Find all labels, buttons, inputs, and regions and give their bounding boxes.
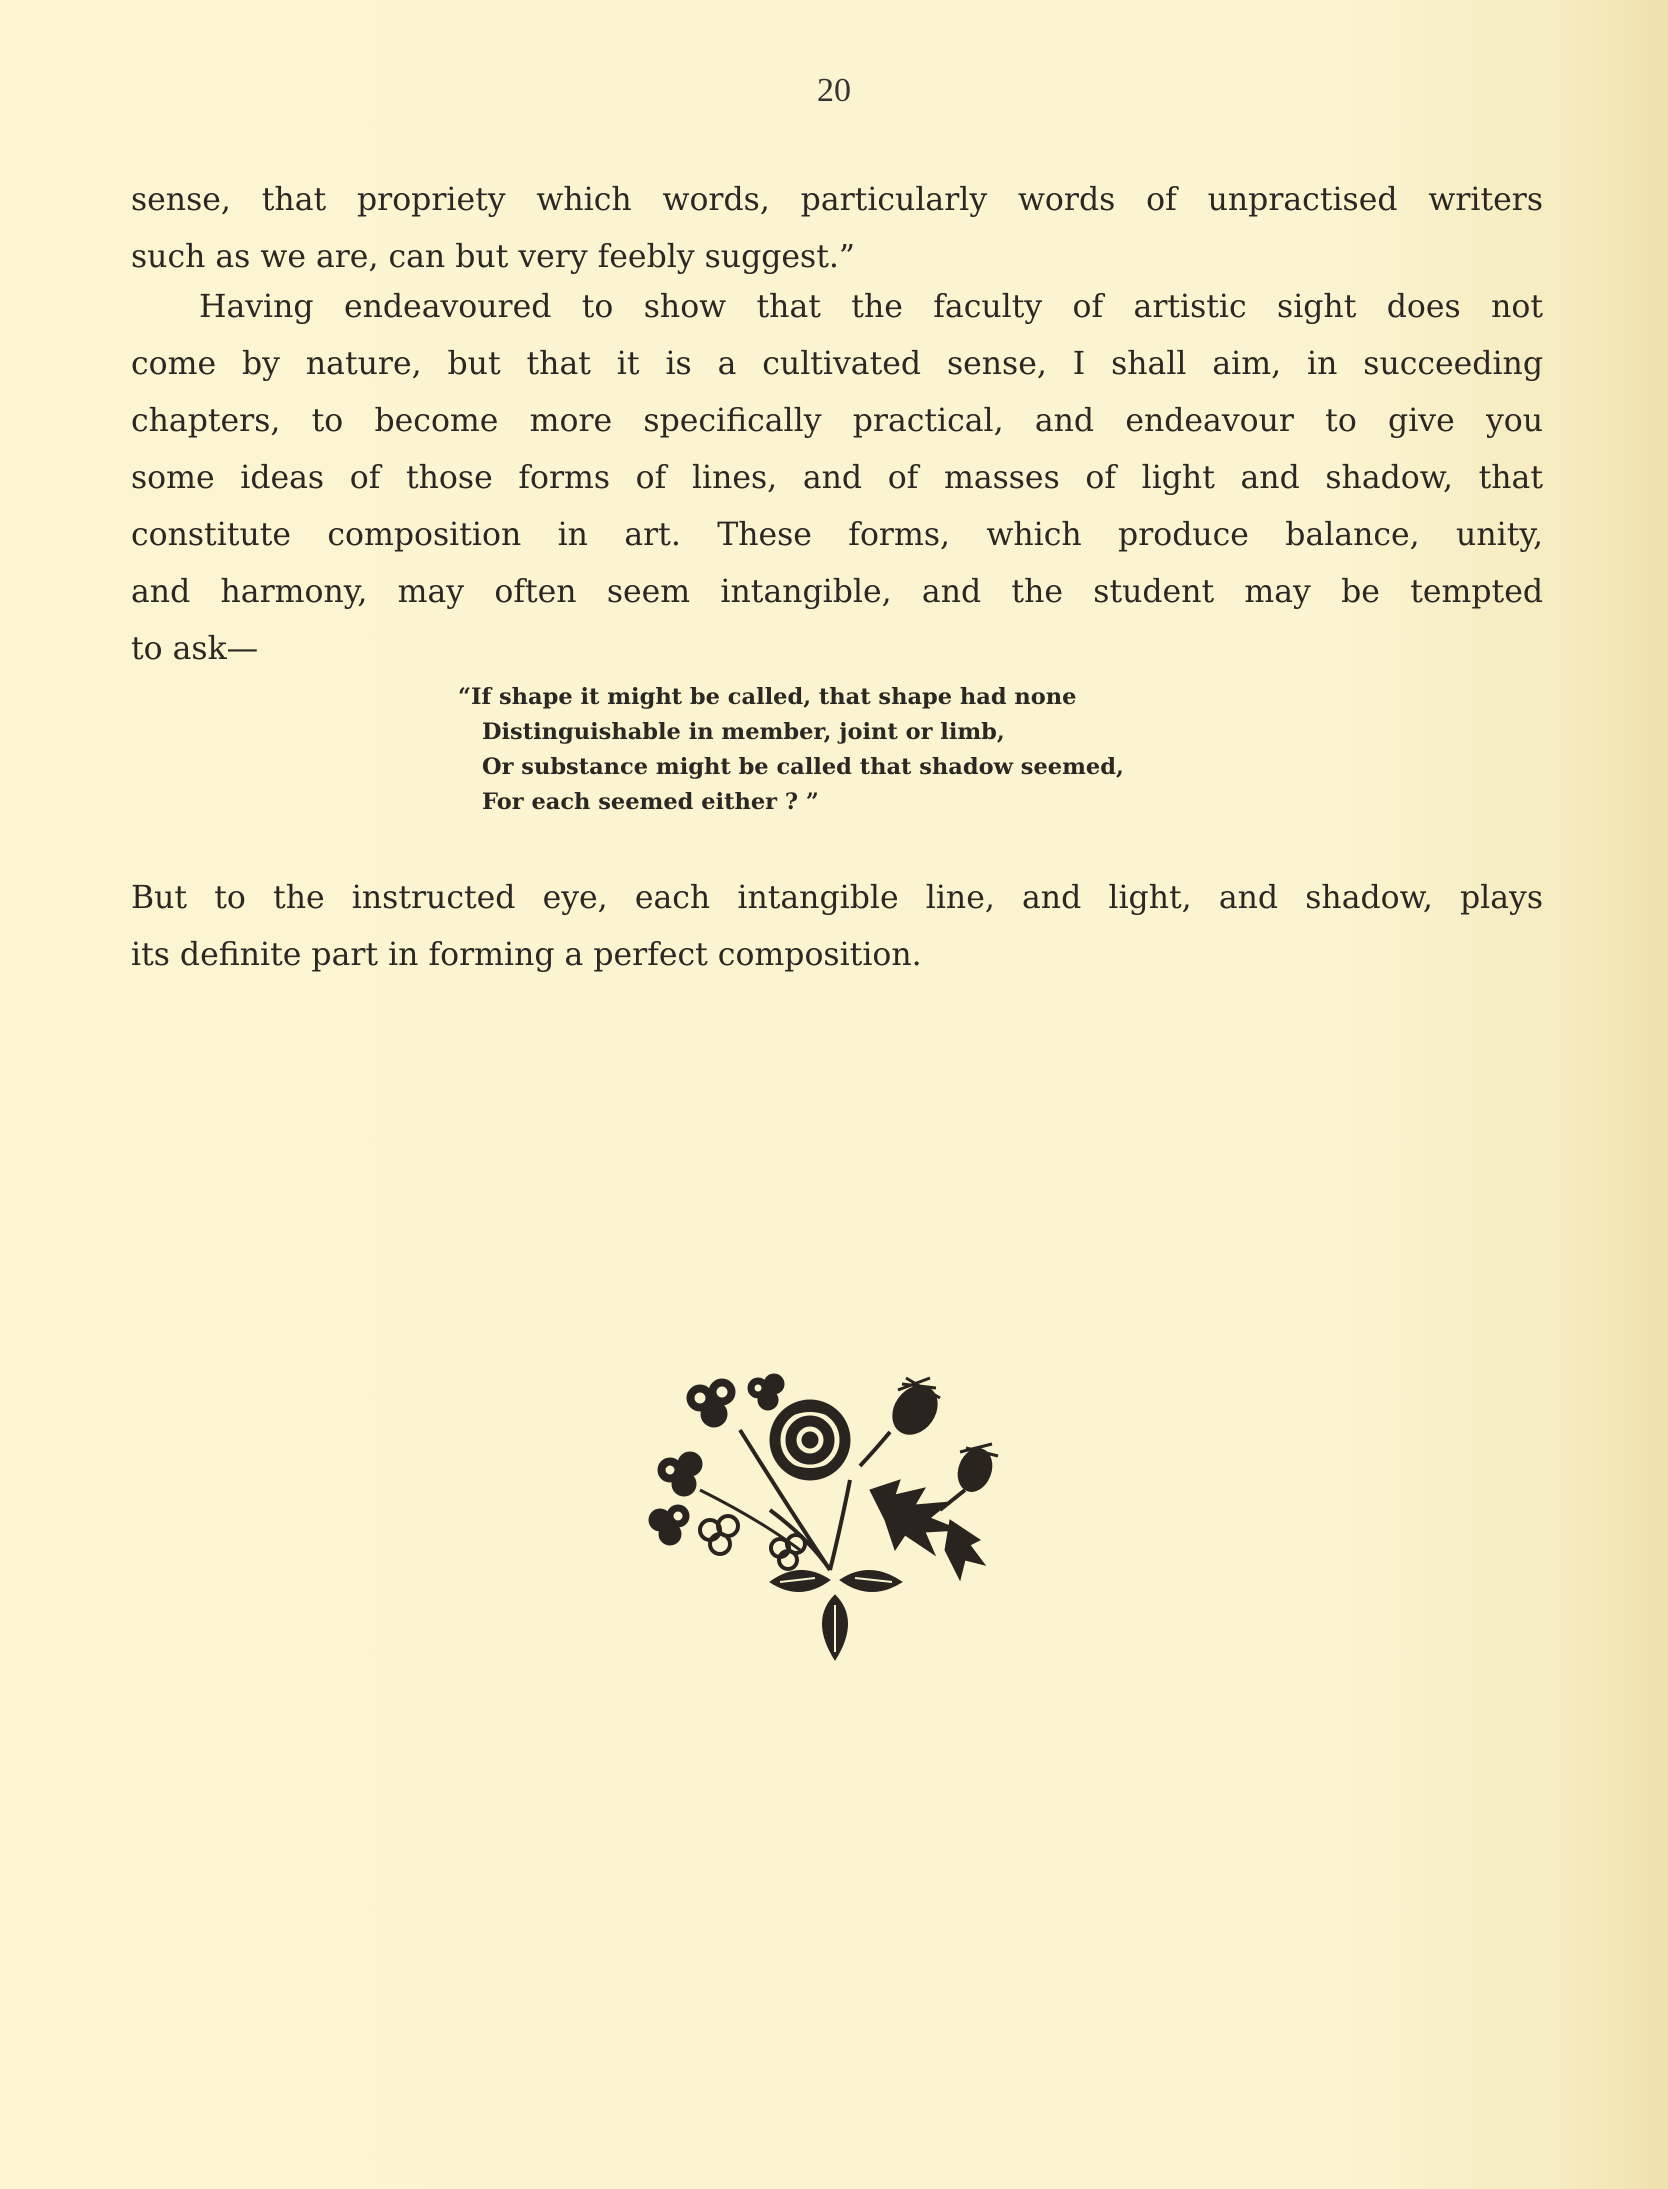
leaf-icon [770,1570,830,1591]
page-number: 20 [817,72,851,109]
paragraph-continuation [131,172,1543,286]
clover-icon [748,1374,784,1410]
rose-icon [770,1400,850,1480]
shamrock-icon [771,1535,805,1569]
paragraph-instructed-eye [131,870,1543,984]
paragraph-artistic-sight [131,279,1543,678]
thistle-leaf-icon [870,1480,985,1580]
poem-quotation [458,680,1124,820]
thistle-icon [940,1444,998,1510]
clover-icon [658,1452,702,1496]
leaf-icon [823,1595,848,1660]
shamrock-icon [700,1516,738,1554]
text-line: But to the instructed eye, each intangible line, and light, and shadow, plays [131,880,1543,916]
poem-verse: Or substance might be called that shadow seemed, [482,754,1124,780]
text-line: such as we are, can but very feebly suggest.” [131,239,855,275]
poem-verse: “If shape it might be called, that shape had none [458,684,1077,710]
text-line: come by nature, but that it is a cultivated sense, I shall aim, in succeeding [131,346,1543,382]
text-line: chapters, to become more specifically practical, and endeavour to give you [131,403,1543,439]
poem-verse: For each seemed either ? ” [482,789,819,815]
floral-tailpiece-icon [640,1370,1020,1670]
text-line: some ideas of those forms of lines, and of masses of light and shadow, that [131,460,1543,496]
poem-verse: Distinguishable in member, joint or limb, [482,719,1005,745]
thistle-icon [860,1377,946,1466]
text-line: to ask— [131,631,259,667]
clover-icon [649,1505,689,1545]
text-line: Having endeavoured to show that the faculty of artistic sight does not [199,289,1543,325]
text-line: constitute composition in art. These forms, which produce balance, unity, [131,517,1543,553]
text-line: sense, that propriety which words, particularly words of unpractised writers [131,182,1543,218]
clover-icon [687,1379,735,1427]
text-line: and harmony, may often seem intangible, and the student may be tempted [131,574,1543,610]
text-line: its definite part in forming a perfect composition. [131,937,922,973]
leaf-icon [840,1570,902,1591]
